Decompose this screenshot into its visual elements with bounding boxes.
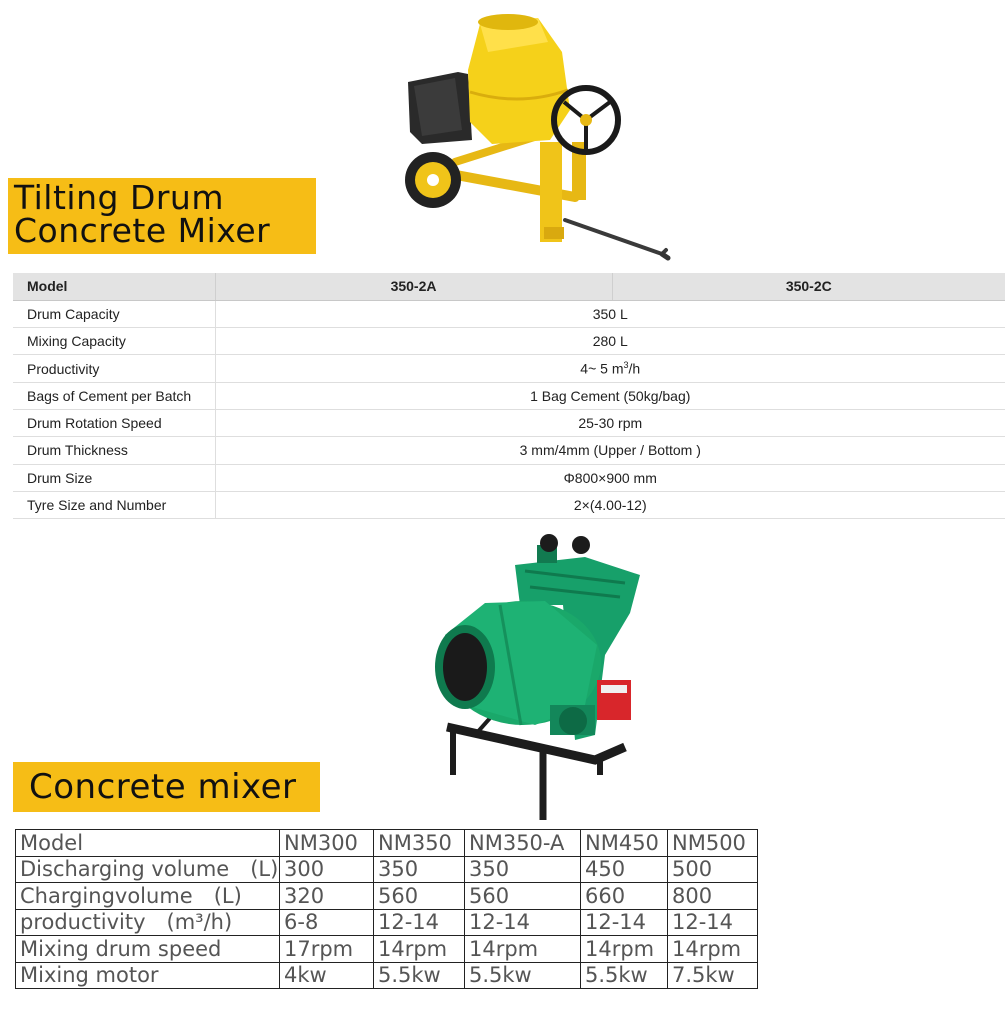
table-row [16,962,758,989]
header-model-nm450: NM450 [581,830,668,857]
cell-model-nm350: 14rpm [374,936,465,963]
table-row [13,437,1005,464]
value-superscript: 3 [623,360,629,371]
table-row [13,300,1005,327]
table-row [16,936,758,963]
row-value [215,355,1005,382]
row-value: 1 Bag Cement (50kg/bag) [215,382,1005,409]
header-model-350-2a: 350-2A [215,273,612,300]
cell-model-nm450: 5.5kw [581,962,668,989]
table-row [13,382,1005,409]
tilting-drum-mixer-image [400,12,680,267]
row-value: Φ800×900 mm [215,464,1005,491]
cell-model-nm300: 300 [280,856,374,883]
value-prefix: 4~ 5 m [580,360,624,377]
header-model-nm500: NM500 [668,830,758,857]
cell-model-nm300: 4kw [280,962,374,989]
section-title-tilting-drum [8,178,316,254]
cell-model-nm300: 320 [280,883,374,910]
cell-model-nm450: 660 [581,883,668,910]
title-line-2: Concrete Mixer [14,211,271,250]
row-label: Drum Capacity [13,300,215,327]
table-row [16,883,758,910]
cell-model-nm350-a: 14rpm [465,936,581,963]
table-header-row [13,273,1005,300]
row-label: Productivity [13,355,215,382]
row-label: Mixing Capacity [13,328,215,355]
cell-model-nm500: 12-14 [668,909,758,936]
concrete-mixer-image [425,535,650,825]
cell-model-nm350-a: 560 [465,883,581,910]
cell-model-nm350: 5.5kw [374,962,465,989]
row-label: Bags of Cement per Batch [13,382,215,409]
header-model-nm300: NM300 [280,830,374,857]
section-title-concrete-mixer: Concrete mixer [13,762,320,812]
row-value: 280 L [215,328,1005,355]
cell-model-nm450: 12-14 [581,909,668,936]
row-value: 25-30 rpm [215,409,1005,436]
cell-model-nm300: 6-8 [280,909,374,936]
row-label: Mixing motor [16,962,280,989]
cell-model-nm350-a: 12-14 [465,909,581,936]
cell-model-nm500: 7.5kw [668,962,758,989]
row-label: Drum Rotation Speed [13,409,215,436]
table-row [13,491,1005,518]
row-label: productivity (m³/h) [16,909,280,936]
cell-model-nm500: 800 [668,883,758,910]
table-row [13,355,1005,382]
cell-model-nm500: 14rpm [668,936,758,963]
row-label: Tyre Size and Number [13,491,215,518]
table-row [16,856,758,883]
cell-model-nm300: 17rpm [280,936,374,963]
tilting-mixer-spec-table [13,273,1005,519]
table-row [16,830,758,857]
row-value: 3 mm/4mm (Upper / Bottom ) [215,437,1005,464]
header-model-350-2c: 350-2C [612,273,1005,300]
row-label: Drum Size [13,464,215,491]
table-row [13,464,1005,491]
row-value: 2×(4.00-12) [215,491,1005,518]
cell-model-nm350-a: 350 [465,856,581,883]
cell-model-nm350-a: 5.5kw [465,962,581,989]
cell-model-nm450: 14rpm [581,936,668,963]
header-model-nm350: NM350 [374,830,465,857]
header-model-nm350-a: NM350-A [465,830,581,857]
row-label: Drum Thickness [13,437,215,464]
cell-model-nm350: 12-14 [374,909,465,936]
header-model-label: Model [13,273,215,300]
table-row [13,409,1005,436]
concrete-mixer-spec-table [15,829,758,989]
row-value: 350 L [215,300,1005,327]
table-row [13,328,1005,355]
row-label: Chargingvolume (L) [16,883,280,910]
cell-model-nm450: 450 [581,856,668,883]
value-suffix: /h [628,360,641,377]
title-line-1: Tilting Drum [14,178,224,217]
cell-model-nm350: 350 [374,856,465,883]
row-label: Mixing drum speed [16,936,280,963]
row-label: Discharging volume (L) [16,856,280,883]
row-label: Model [16,830,280,857]
cell-model-nm350: 560 [374,883,465,910]
cell-model-nm500: 500 [668,856,758,883]
table-row [16,909,758,936]
